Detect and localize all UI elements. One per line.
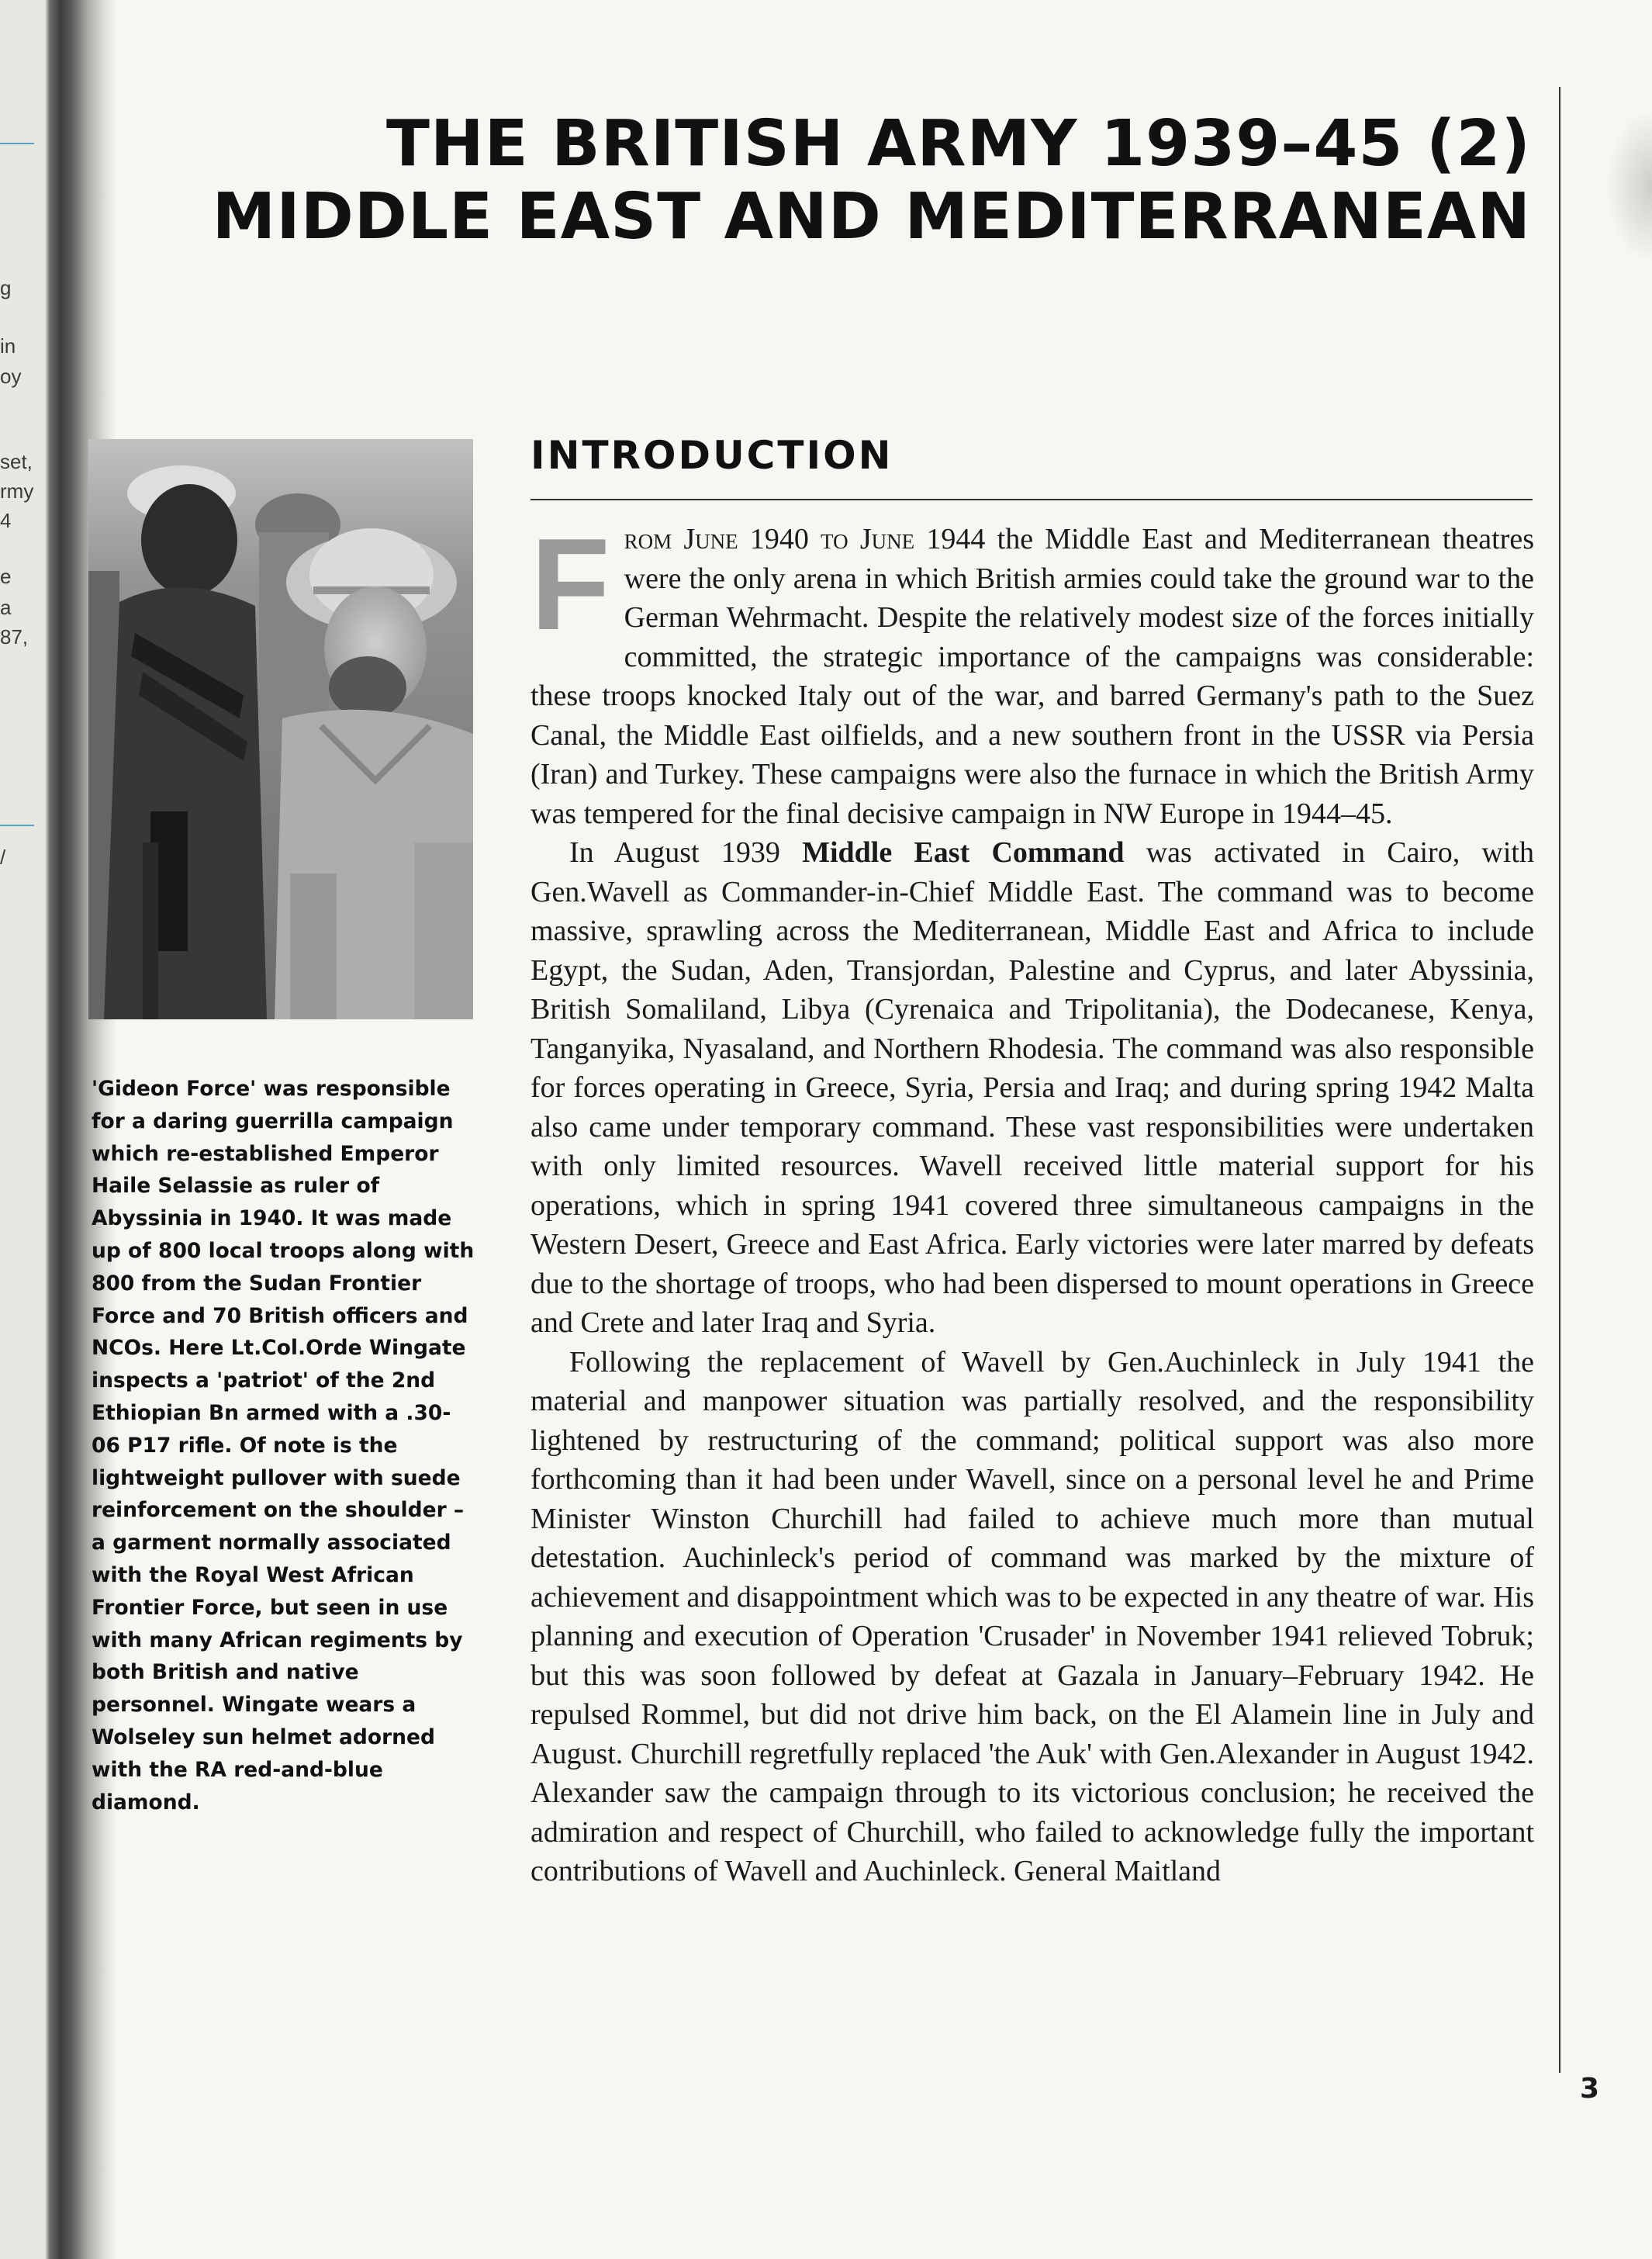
facing-page-rule: [0, 825, 34, 826]
facing-page-fragment: /: [0, 846, 6, 869]
margin-rule: [1559, 87, 1560, 2073]
book-title: THE BRITISH ARMY 1939–45 (2): [386, 107, 1531, 181]
section-heading: INTRODUCTION: [531, 433, 893, 478]
lead-year: 1940: [738, 523, 821, 555]
facing-page-fragment: 4: [0, 509, 12, 532]
paragraph-1: [531, 511, 1535, 833]
heading-rule: [531, 499, 1533, 500]
historical-photograph: [88, 439, 473, 1019]
facing-page-fragment: e: [0, 565, 12, 588]
facing-page-fragment: rmy: [0, 479, 34, 503]
facing-page-fragment: a: [0, 596, 12, 619]
facing-page-fragment: oy: [0, 365, 22, 388]
facing-page-fragment: 87,: [0, 625, 29, 649]
book-subtitle: MIDDLE EAST AND MEDITERRANEAN: [212, 180, 1531, 254]
small-caps-june: June: [848, 523, 915, 555]
paragraph-2-after: was activated in Cairo, with Gen.Wavell as Commander-in-Chief Middle East. The command was to become massive, sprawling across the Mediterranean, Middle East and Africa to include Egypt, the Sudan, Aden, Transjordan, Palestine and Cyprus, and later Abyssinia, British Somaliland, Libya (Cyrenaica and Tripolitania), the Dodecanese, Kenya, Tanganyika, Nyasaland, and Northern Rhodesia. The command was also responsible for forces operating in Greece, Syria, Persia and Iraq; and during spring 1942 Malta also came under temporary command. These vast responsibilities were undertaken with only limited resources. Wavell received little material support for his operations, which in spring 1941 covered three simultaneous campaigns in the Western Desert, Greece and East Africa. Early victories were later marred by defeats due to the shortage of troops, who had been dispersed to mount operations in Greece and Crete and later Iraq and Syria.: [531, 836, 1534, 1339]
facing-page-fragment: in: [0, 334, 16, 358]
paragraph-2-before: In August 1939: [569, 836, 803, 869]
facing-page-fragment: set,: [0, 450, 33, 473]
page-number: 3: [1580, 2073, 1600, 2105]
facing-page-rule: [0, 143, 34, 144]
article-body: [531, 511, 1535, 1891]
small-caps-to: to: [821, 523, 848, 555]
paragraph-3: Following the replacement of Wavell by Gen.Auchinleck in July 1941 the material and manpower situation was partially resolved, and the responsibility lightened by restructuring of the command; political support was also more forthcoming than it had been under Wavell, since on a personal level he and Prime Minister Winston Churchill had failed to achieve much more than mutual detestation. Auchinleck's period of command was marked by the mixture of achievement and disappointment which was to be expected in any theatre of war. His planning and execution of Operation 'Crusader' in November 1941 relieved Tobruk; but this was soon followed by defeat at Gazala in January–February 1942. He repulsed Rommel, but did not drive him back, on the El Alamein line in July and August. Churchill regretfully replaced 'the Auk' with Gen.Alexander in August 1942. Alexander saw the campaign through to its victorious conclusion; he received the admiration and respect of Churchill, who failed to acknowledge fully the important contributions of Wavell and Auchinleck. General Maitland: [531, 1345, 1534, 1887]
small-caps-lead: rom June: [624, 523, 738, 555]
paragraph-1-text: 1944 the Middle East and Mediterranean theatres were the only arena in which British armies could take the ground war to the German Wehrmacht. Despite the relatively modest size of the forces initially committed, the strategic importance of the campaigns was considerable: these troops knocked Italy out of the war, and barred Germany's path to the Suez Canal, the Middle East oilfields, and a new southern front in the USSR via Persia (Iran) and Turkey. These campaigns were also the furnace in which the British Army was tempered for the final decisive campaign in NW Europe in 1944–45.: [531, 523, 1535, 830]
paragraph-2: [531, 833, 1534, 1343]
photo-caption: 'Gideon Force' was responsible for a daring guerrilla campaign which re-established Emperor Haile Selassie as ruler of Abyssinia in 1940. It was made up of 800 local troops along with 800 from the Sudan Frontier Force and 70 British officers and NCOs. Here Lt.Col.Orde Wingate inspects a 'patriot' of the 2nd Ethiopian Bn armed with a .30-06 P17 rifle. Of note is the lightweight pullover with suede reinforcement on the shoulder – a garment normally associated with the Royal West African Frontier Force, but seen in use with many African regiments by both British and native personnel. Wingate wears a Wolseley sun helmet adorned with the RA red-and-blue diamond.: [92, 1077, 475, 1814]
middle-east-command-term: Middle East Command: [802, 836, 1125, 869]
facing-page-fragment: g: [0, 276, 12, 299]
drop-cap: F: [531, 511, 610, 657]
scan-smudge: [1605, 109, 1652, 264]
